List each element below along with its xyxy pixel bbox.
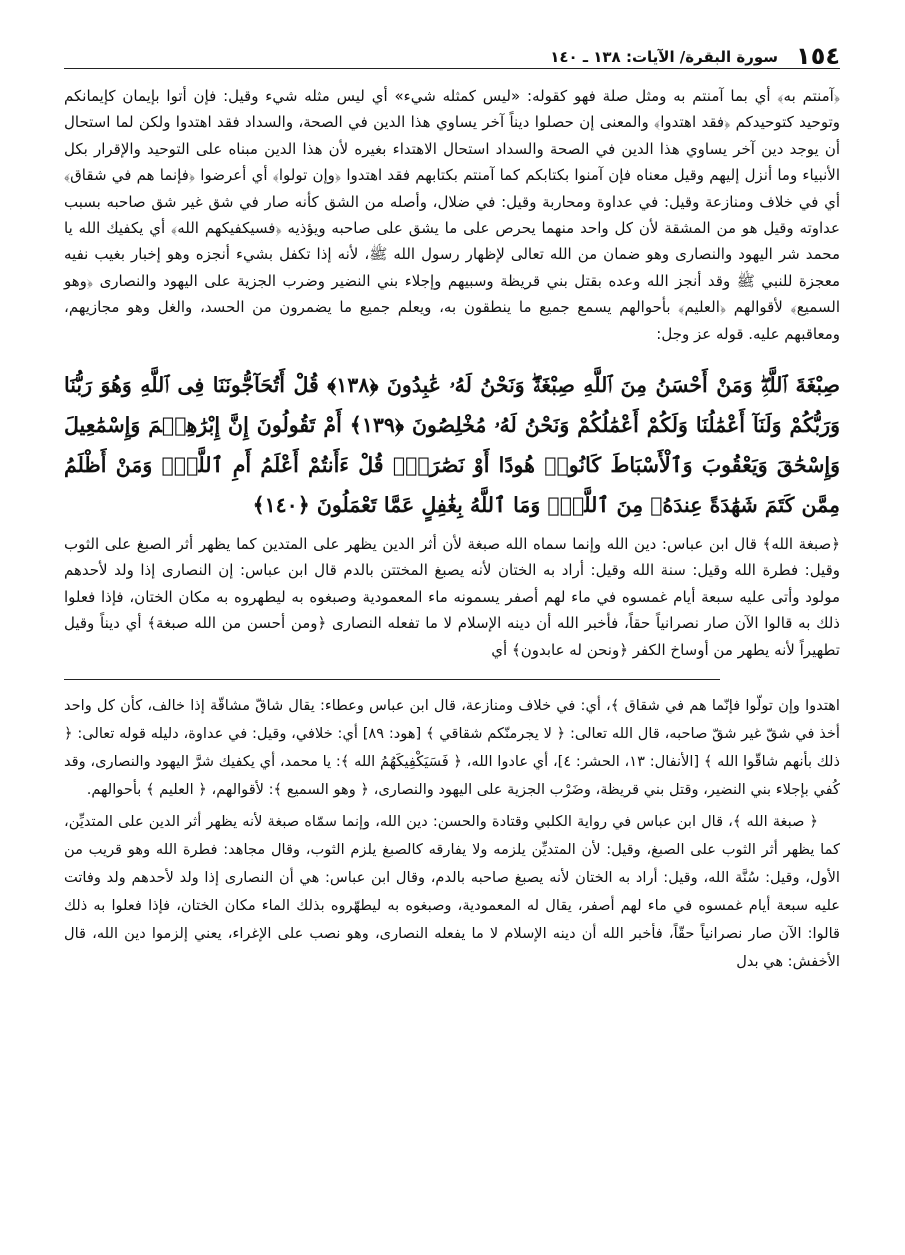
quran-verses: صِبْغَةَ ٱللَّهِۖ وَمَنْ أَحْسَنُ مِنَ ٱللَّهِ صِبْغَةًۖ وَنَحْنُ لَهُۥ عَٰبِدُونَ ﴿١٣٨﴾ قُلْ أَتُحَآجُّونَنَا فِى ٱللَّهِ وَهُوَ رَبُّنَا وَرَبُّكُمْ وَلَنَآ أَعْمَٰلُنَا وَلَكُمْ أَعْمَٰلُكُمْ وَنَحْنُ لَهُۥ مُخْلِصُونَ ﴿١٣٩﴾ أَمْ تَقُولُونَ إِنَّ إِبْرَٰهِـۧمَ وَإِسْمَٰعِيلَ وَإِسْحَٰقَ وَيَعْقُوبَ وَٱلْأَسْبَاطَ كَانُوا۟ هُودًا أَوْ نَصَٰرَىٰۗ قُلْ ءَأَنتُمْ أَعْلَمُ أَمِ ٱللَّهُۗ وَمَنْ أَظْلَمُ مِمَّن كَتَمَ شَهَٰدَةً عِندَهُۥ مِنَ ٱللَّهِۗ وَمَا ٱللَّهُ بِغَٰفِلٍ عَمَّا تَعْمَلُونَ ﴿١٤٠﴾ [64, 373, 841, 518]
footnote-paragraph: اهتدوا وإن تولّوا فإنّما هم في شقاق ﴾، أي: في خلاف ومنازعة، قال ابن عباس وعطاء: يقال شاقّ مشاقّة إذا خالف، كأن كل واحد أخذ في شقّ غير شقّ صاحبه، قال الله تعالى: ﴿ لا يجرمنّكم شقاقي ﴾ [هود: ٨٩] أي: خلافي، وقيل: في عداوة، دليله قوله تعالى: ﴿ ذلك بأنهم شاقّوا الله ﴾ [الأنفال: ١٣، الحشر: ٤]، أي عادوا الله، ﴿ فَسَيَكْفِيكَهُمُ الله ﴾: يا محمد، أي يكفيك شرَّ اليهود والنصارى، وقد كُفي بإجلاء بني النضير، وقتل بني قريظة، وضَرْب الجزية على اليهود والنصارى، ﴿ وهو السميع ﴾: لأقوالهم، ﴿ العليم ﴾ بأحوالهم. [64, 697, 840, 799]
footnote-paragraph: ﴿ صبغة الله ﴾، قال ابن عباس في رواية الكلبي وقتادة والحسن: دين الله، وإنما سمّاه صبغة لأنه يظهر أثر الدين على المتديِّن، كما يظهر أثر الثوب على الصبغ، وقيل: لأن المتديِّن يلزمه ولا يفارقه كالصبغ يلزم الثوب، وقال مجاهد: فطرة الله وهو قريب من الأول، وقيل: سُنَّة الله، وقيل: أراد به الختان لأنه يصبغ صاحبه بالدم، وقال ابن عباس: هي أن النصارى إذا ولد لأحدهم ولد وفاتت عليه سبعة أيام غمسوه في ماء لهم أصفر، يقال له المعمودية، وصبغوه به ليطهّروه بذلك الماء مكان الختان، فإذا فعلوا به ذلك قالوا: الآن صار نصرانياً حقّاً، فأخبر الله أن دينه الإسلام لا ما يفعله النصارى، وهو نصب على الإغراء، يعني إلزموا دين الله، قال الأخفش: هي بدل [64, 813, 840, 971]
commentary-paragraph: ﴿صبغة الله﴾ قال ابن عباس: دين الله وإنما سماه الله صبغة لأن أثر الدين يظهر على المتدين كما يظهر أثر الصبغ على الثوب وقيل: فطرة الله وقيل: سنة الله وقيل: أراد به الختان لأنه يصبغ المختتن بالدم قال ابن عباس: إن النصارى إذا ولد لأحدهم مولود وأتى عليه سبعة أيام غمسوه في ماء لهم أصفر يسمونه ماء المعمودية وصبغوه به ليطهروه به مكان الختان، فإذا فعلوا ذلك به قالوا الآن صار نصرانياً حقاً، فأخبر الله أن دينه الإسلام لا ما تفعله النصارى ﴿ومن أحسن من الله صبغة﴾ أي ديناً وقيل تطهيراً لأنه يطهر من أوساخ الكفر ﴿ونحن له عابدون﴾ أي [64, 535, 840, 659]
footnote-divider [64, 679, 720, 680]
book-page [64, 30, 840, 976]
running-title: سورة البقرة/ الآيات: ١٣٨ ـ ١٤٠ [550, 48, 779, 66]
page-header [64, 30, 840, 69]
page-number: ١٥٤ [796, 42, 840, 70]
tafsir-paragraph: ﴿آمنتم به﴾ أي بما آمنتم به ومثل صلة فهو كقوله: «ليس كمثله شيء» أي ليس مثله شيء وقيل: فإن أتوا بإيمان كإيمانكم وتوحيد كتوحيدكم ﴿فقد اهتدوا﴾ والمعنى إن حصلوا ديناً آخر يساوي هذا الدين في الصحة، والسداد فقد اهتدوا ولكن لما استحال أن يوجد دين آخر يساوي هذا الدين في الصحة والسداد استحال الاهتداء بغيره لأن هذا الدين مبناه على التوحيد والإقرار بكل الأنبياء وما أنزل إليهم وقيل معناه فإن آمنوا بكتابكم كما آمنتم بكتابهم فقد اهتدوا ﴿وإن تولوا﴾ أي أعرضوا ﴿فإنما هم في شقاق﴾ أي في خلاف ومنازعة وقيل: في عداوة ومحاربة وقيل: في ضلال، وأصله من الشق كأنه صار في شق غير شق صاحبه بسبب عداوته وقيل هو من المشقة لأن كل واحد منهما يحرص على ما يشق على صاحبه ويؤذيه ﴿فسيكفيكهم الله﴾ أي يكفيك الله يا محمد شر اليهود والنصارى وهو ضمان من الله تعالى لإظهار رسول الله ﷺ، لأنه إذا تكفل بشيء أنجزه وهو إخبار بغيب نفيه معجزة للنبي ﷺ وقد أنجز الله وعده بقتل بني قريظة وسبيهم وإجلاء بني النضير وضرب الجزية على اليهود والنصارى ﴿وهو السميع﴾ لأقوالهم ﴿العليم﴾ بأحوالهم يسمع جميع ما ينطقون به، ويعلم جميع ما يضمرون من الحسد، والغل وهو مجازيهم، ومعاقبهم عليه. قوله عز وجل: [64, 87, 840, 343]
